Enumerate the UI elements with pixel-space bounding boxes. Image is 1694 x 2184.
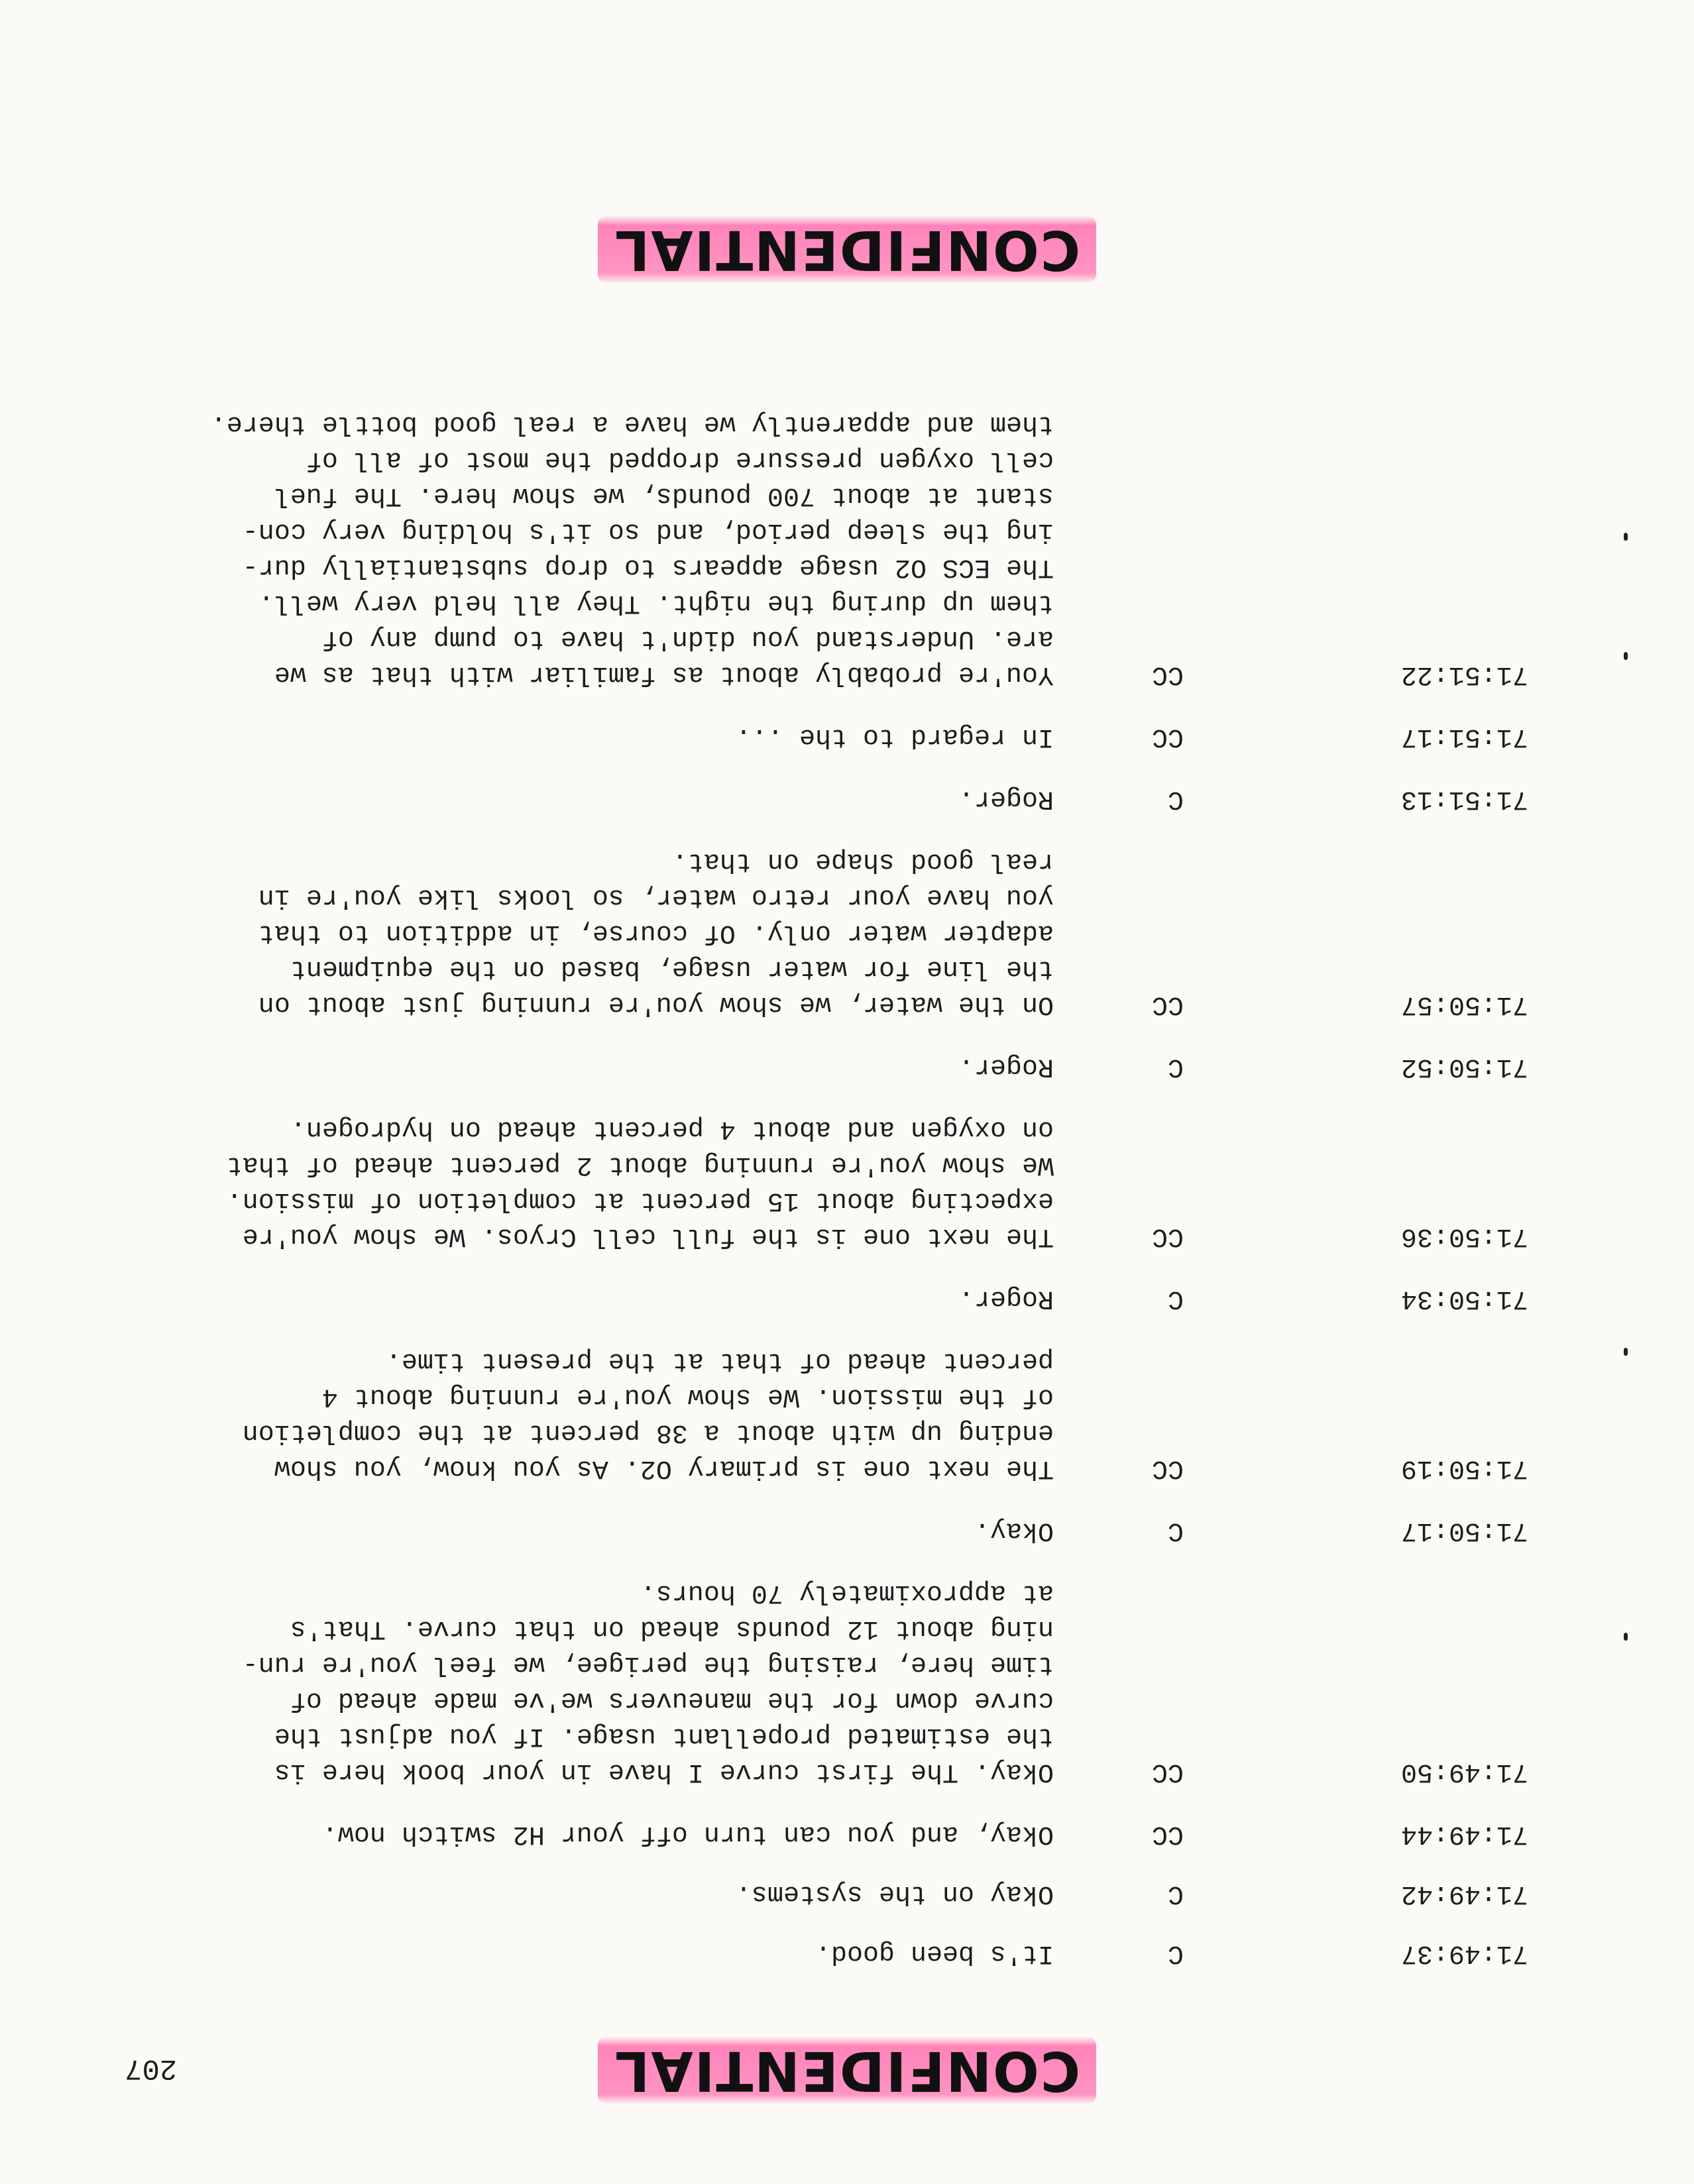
entry-timestamp: 71:51:22 xyxy=(1400,659,1528,689)
entry-speaker: C xyxy=(1167,1879,1184,1908)
entry-timestamp: 71:51:17 xyxy=(1400,722,1528,751)
entry-speaker: CC xyxy=(1151,722,1184,751)
transcript xyxy=(0,406,1694,1971)
margin-mark xyxy=(1624,1633,1628,1641)
entry-speaker: CC xyxy=(1151,1221,1184,1251)
transcript-entry xyxy=(0,1875,1694,1911)
entry-text: Roger. xyxy=(958,1283,1054,1313)
transcript-entry xyxy=(0,1280,1694,1316)
entry-timestamp: 71:50:36 xyxy=(1400,1221,1528,1251)
entry-text: Okay. xyxy=(974,1515,1054,1545)
entry-timestamp: 71:49:44 xyxy=(1400,1819,1528,1849)
entry-speaker: C xyxy=(1167,1283,1184,1313)
entry-timestamp: 71:49:37 xyxy=(1400,1938,1528,1968)
entry-speaker: C xyxy=(1167,1938,1184,1968)
entry-text: You're probably about as familiar with that as we are. Understand you didn't have to pump any of them up during the night. They all held very well. The ECS O2 usage appears to drop substantially dur- ing the sleep period, and so it's holding very con- stant at about 700 pounds, we show here. The fuel cell oxygen pressure dropped the most of all of them and apparently we have a real good bottle there. xyxy=(210,409,1054,689)
page-number: 207 xyxy=(125,2051,178,2085)
transcript-entry xyxy=(0,718,1694,754)
entry-timestamp: 71:49:50 xyxy=(1400,1757,1528,1786)
transcript-entry xyxy=(0,781,1694,816)
entry-text: Okay on the systems. xyxy=(735,1879,1054,1908)
entry-text: On the water, we show you're running just about on the line for water usage, based on the equipment adapter water only. Of course, in addition to that you have your retro water, so looks like you're in real good shape on that. xyxy=(258,846,1054,1019)
transcript-entry xyxy=(0,1342,1694,1486)
entry-speaker: CC xyxy=(1151,989,1184,1019)
margin-mark xyxy=(1624,652,1628,660)
transcript-entry xyxy=(0,1048,1694,1084)
entry-text: In regard to the ... xyxy=(735,722,1054,751)
transcript-entry xyxy=(0,1111,1694,1254)
entry-speaker: CC xyxy=(1151,1453,1184,1483)
entry-timestamp: 71:50:57 xyxy=(1400,989,1528,1019)
transcript-entry xyxy=(0,1574,1694,1789)
entry-timestamp: 71:51:13 xyxy=(1400,784,1528,814)
entry-timestamp: 71:50:34 xyxy=(1400,1283,1528,1313)
entry-text: Roger. xyxy=(958,1052,1054,1081)
entry-text: The next one is primary O2. As you know, you show ending up with about a 38 percent at the completion of the mission. We show you're running about 4 percent ahead of that at the present time. xyxy=(242,1346,1054,1483)
entry-speaker: CC xyxy=(1151,1819,1184,1849)
confidential-stamp-bottom: CONFIDENTIAL xyxy=(598,215,1096,284)
entry-speaker: CC xyxy=(1151,1757,1184,1786)
entry-timestamp: 71:50:19 xyxy=(1400,1453,1528,1483)
transcript-entry xyxy=(0,406,1694,692)
transcript-entry xyxy=(0,1935,1694,1971)
entry-text: The next one is the full cell Cryos. We show you're expecting about 15 percent at completion of mission. We show you're running about 2 percent ahead of that on oxygen and about 4 percent ahead on hydrogen. xyxy=(226,1114,1054,1251)
margin-mark xyxy=(1624,1348,1628,1356)
entry-text: Okay. The first curve I have in your book here is the estimated propellant usage. If you adjust the curve down for the maneuvers we've made ahead of time here, raising the perigee, we feel you're run- ning about 12 pounds ahead on that curve. That's at approximately 70 hours. xyxy=(242,1578,1054,1786)
entry-text: Okay, and you can turn off your H2 switch now. xyxy=(321,1819,1054,1849)
entry-timestamp: 71:50:17 xyxy=(1400,1515,1528,1545)
transcript-entry xyxy=(0,1512,1694,1548)
entry-speaker: C xyxy=(1167,1515,1184,1545)
transcript-entry xyxy=(0,843,1694,1022)
entry-timestamp: 71:50:52 xyxy=(1400,1052,1528,1081)
entry-text: Roger. xyxy=(958,784,1054,814)
entry-timestamp: 71:49:42 xyxy=(1400,1879,1528,1908)
entry-speaker: C xyxy=(1167,1052,1184,1081)
margin-mark xyxy=(1624,533,1628,541)
entry-text: It's been good. xyxy=(815,1938,1054,1968)
entry-speaker: CC xyxy=(1151,659,1184,689)
entry-speaker: C xyxy=(1167,784,1184,814)
confidential-stamp-top: CONFIDENTIAL xyxy=(598,2036,1096,2104)
transcript-entry xyxy=(0,1816,1694,1851)
